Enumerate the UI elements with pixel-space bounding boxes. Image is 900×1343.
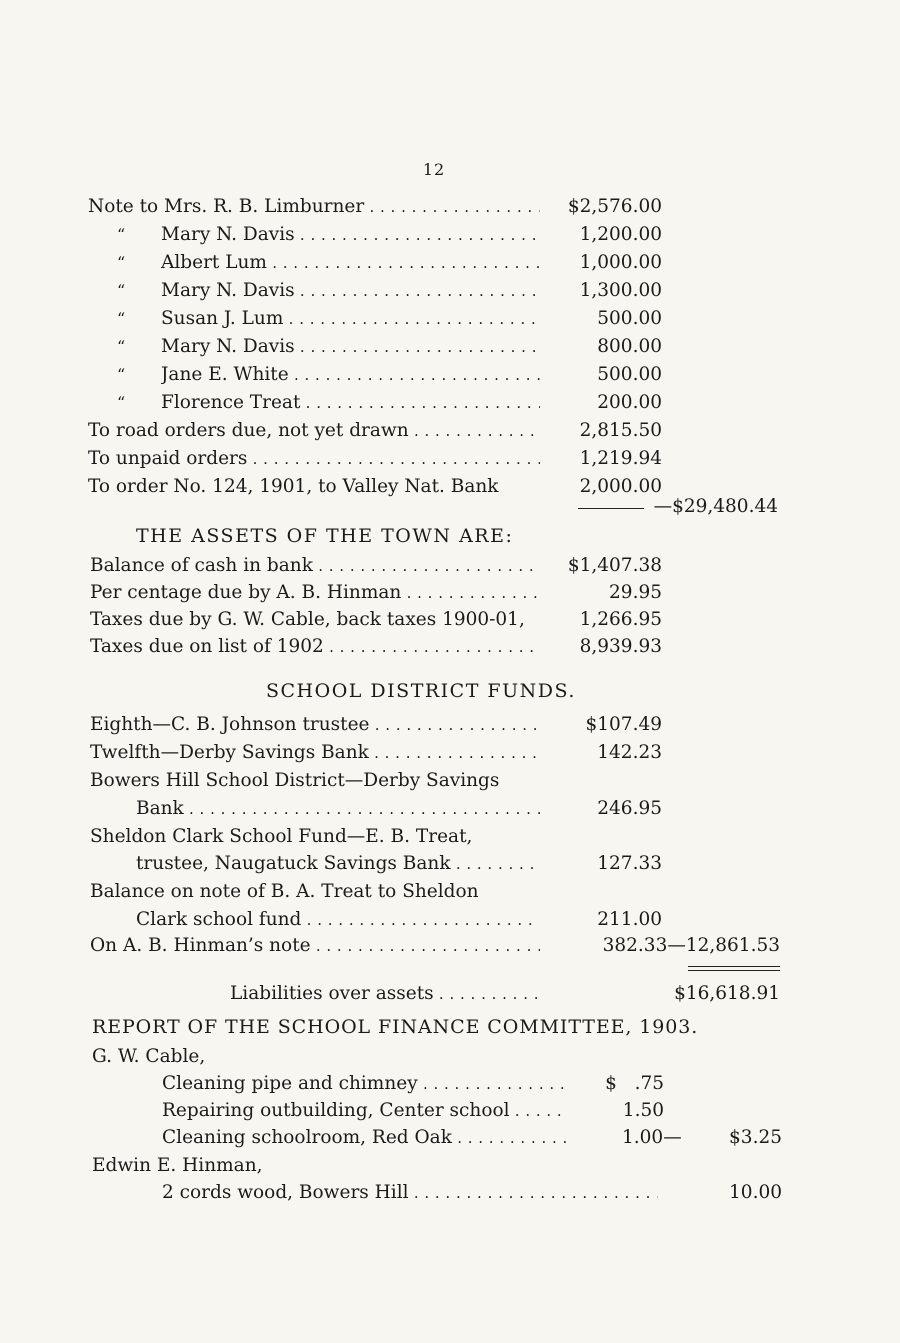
note-row (88, 278, 788, 304)
note-amount: 500.00 (597, 308, 662, 329)
expense-label: Cleaning pipe and chimney . . . (162, 1071, 566, 1097)
liabilities-total-row (620, 494, 780, 520)
fund-row (90, 933, 790, 959)
note-label: Mary N. Davis . . . (161, 278, 540, 304)
ditto-mark: “ (117, 281, 126, 300)
asset-label: Taxes due on list of 1902 . . . (90, 634, 540, 660)
note-row (88, 334, 788, 360)
expense-amount: 1.00— (622, 1127, 682, 1148)
note-amount: 1,200.00 (579, 224, 662, 245)
note-amount: $2,576.00 (567, 196, 662, 217)
note-amount: 200.00 (597, 392, 662, 413)
fund-label: Balance on note of B. A. Treat to Sheldon (90, 881, 479, 902)
fund-label: Bank . . . (136, 796, 540, 822)
fund-row (90, 768, 790, 794)
ditto-mark: “ (117, 365, 126, 384)
note-row (88, 306, 788, 332)
note-amount: 1,000.00 (579, 252, 662, 273)
fund-row (90, 740, 790, 766)
payee-hinman: Edwin E. Hinman, (92, 1155, 263, 1176)
fund-amount: 142.23 (597, 742, 662, 763)
note-label: Mary N. Davis . . . (161, 334, 540, 360)
fund-label: On A. B. Hinman’s note . . . (90, 933, 540, 959)
liability-label: To unpaid orders . . . (88, 446, 540, 472)
fund-row (90, 851, 790, 877)
fund-row (90, 796, 790, 822)
liability-row (88, 446, 788, 472)
fund-label: Sheldon Clark School Fund—E. B. Treat, (90, 826, 473, 847)
asset-amount: 29.95 (609, 582, 662, 603)
ditto-mark: “ (117, 253, 126, 272)
note-amount: 800.00 (597, 336, 662, 357)
fund-amount: 246.95 (597, 798, 662, 819)
fund-amount: 127.33 (597, 853, 662, 874)
ditto-mark: “ (117, 225, 126, 244)
note-label: Florence Treat . . . (161, 390, 540, 416)
note-row (88, 390, 788, 416)
expense-total: $3.25 (729, 1127, 782, 1148)
liability-label: To road orders due, not yet drawn . . . (88, 418, 540, 444)
expense-label: Cleaning schoolroom, Red Oak . . . (162, 1125, 566, 1151)
note-row (88, 250, 788, 276)
asset-row (90, 580, 790, 606)
asset-amount: 1,266.95 (579, 609, 662, 630)
ditto-mark: “ (117, 309, 126, 328)
note-label: Albert Lum . . . (161, 250, 540, 276)
expense-row (92, 1071, 792, 1097)
fund-label: Bowers Hill School District—Derby Savings (90, 770, 500, 791)
fund-row (90, 907, 790, 933)
fund-row (90, 824, 790, 850)
page-number: 12 (422, 160, 446, 179)
asset-amount: $1,407.38 (567, 555, 662, 576)
assets-heading: THE ASSETS OF THE TOWN ARE: (136, 525, 514, 547)
expense-row (92, 1125, 792, 1151)
liability-label: To order No. 124, 1901, to Valley Nat. Bank (88, 476, 499, 497)
payee-name (92, 1153, 792, 1179)
asset-label: Per centage due by A. B. Hinman . . . (90, 580, 540, 606)
liabilities-over-assets-row (230, 981, 790, 1007)
sum-rule (688, 970, 780, 971)
fund-label: Twelfth—Derby Savings Bank . . . (90, 740, 540, 766)
fund-label: Clark school fund . . . (136, 907, 540, 933)
payee-name (92, 1044, 792, 1070)
note-label: Mary N. Davis . . . (161, 222, 540, 248)
expense-amount: $ .75 (605, 1073, 664, 1094)
expense-label: 2 cords wood, Bowers Hill . . . (162, 1180, 658, 1206)
ditto-mark: “ (117, 337, 126, 356)
liabilities-over-assets-label: Liabilities over assets . . . (230, 981, 540, 1007)
liabilities-over-assets-amount: $16,618.91 (674, 983, 780, 1004)
expense-row (92, 1180, 792, 1206)
asset-amount: 8,939.93 (579, 636, 662, 657)
asset-row (90, 634, 790, 660)
fund-row (90, 712, 790, 738)
note-label: Jane E. White . . . (161, 362, 540, 388)
note-amount: 500.00 (597, 364, 662, 385)
fund-label: Eighth—C. B. Johnson trustee . . . (90, 712, 540, 738)
asset-row (90, 607, 790, 633)
school-funds-heading: SCHOOL DISTRICT FUNDS. (266, 680, 576, 702)
note-label: Note to Mrs. R. B. Limburner . . . (88, 194, 540, 220)
fund-row (90, 879, 790, 905)
asset-row (90, 553, 790, 579)
payee-cable: G. W. Cable, (92, 1046, 206, 1067)
liability-amount: 1,219.94 (579, 448, 662, 469)
note-row (88, 194, 788, 220)
liabilities-total: —$29,480.44 (653, 496, 778, 517)
liability-row (88, 418, 788, 444)
asset-label: Taxes due by G. W. Cable, back taxes 1900-01, (90, 609, 525, 630)
report-heading: REPORT OF THE SCHOOL FINANCE COMMITTEE, 1903. (92, 1016, 699, 1038)
ditto-mark: “ (117, 393, 126, 412)
fund-label: trustee, Naugatuck Savings Bank . . . (136, 851, 540, 877)
liability-amount: 2,815.50 (579, 420, 662, 441)
note-row (88, 222, 788, 248)
liability-amount: 2,000.00 (579, 476, 662, 497)
sum-rule (688, 966, 780, 967)
fund-amount: $107.49 (585, 714, 662, 735)
note-amount: 1,300.00 (579, 280, 662, 301)
expense-row (92, 1098, 792, 1124)
fund-amount: 382.33—12,861.53 (602, 935, 780, 956)
expense-total: 10.00 (729, 1182, 782, 1203)
expense-amount: 1.50 (622, 1100, 664, 1121)
note-row (88, 362, 788, 388)
expense-label: Repairing outbuilding, Center school . . . (162, 1098, 566, 1124)
fund-amount: 211.00 (597, 909, 662, 930)
asset-label: Balance of cash in bank . . . (90, 553, 540, 579)
note-label: Susan J. Lum . . . (161, 306, 540, 332)
